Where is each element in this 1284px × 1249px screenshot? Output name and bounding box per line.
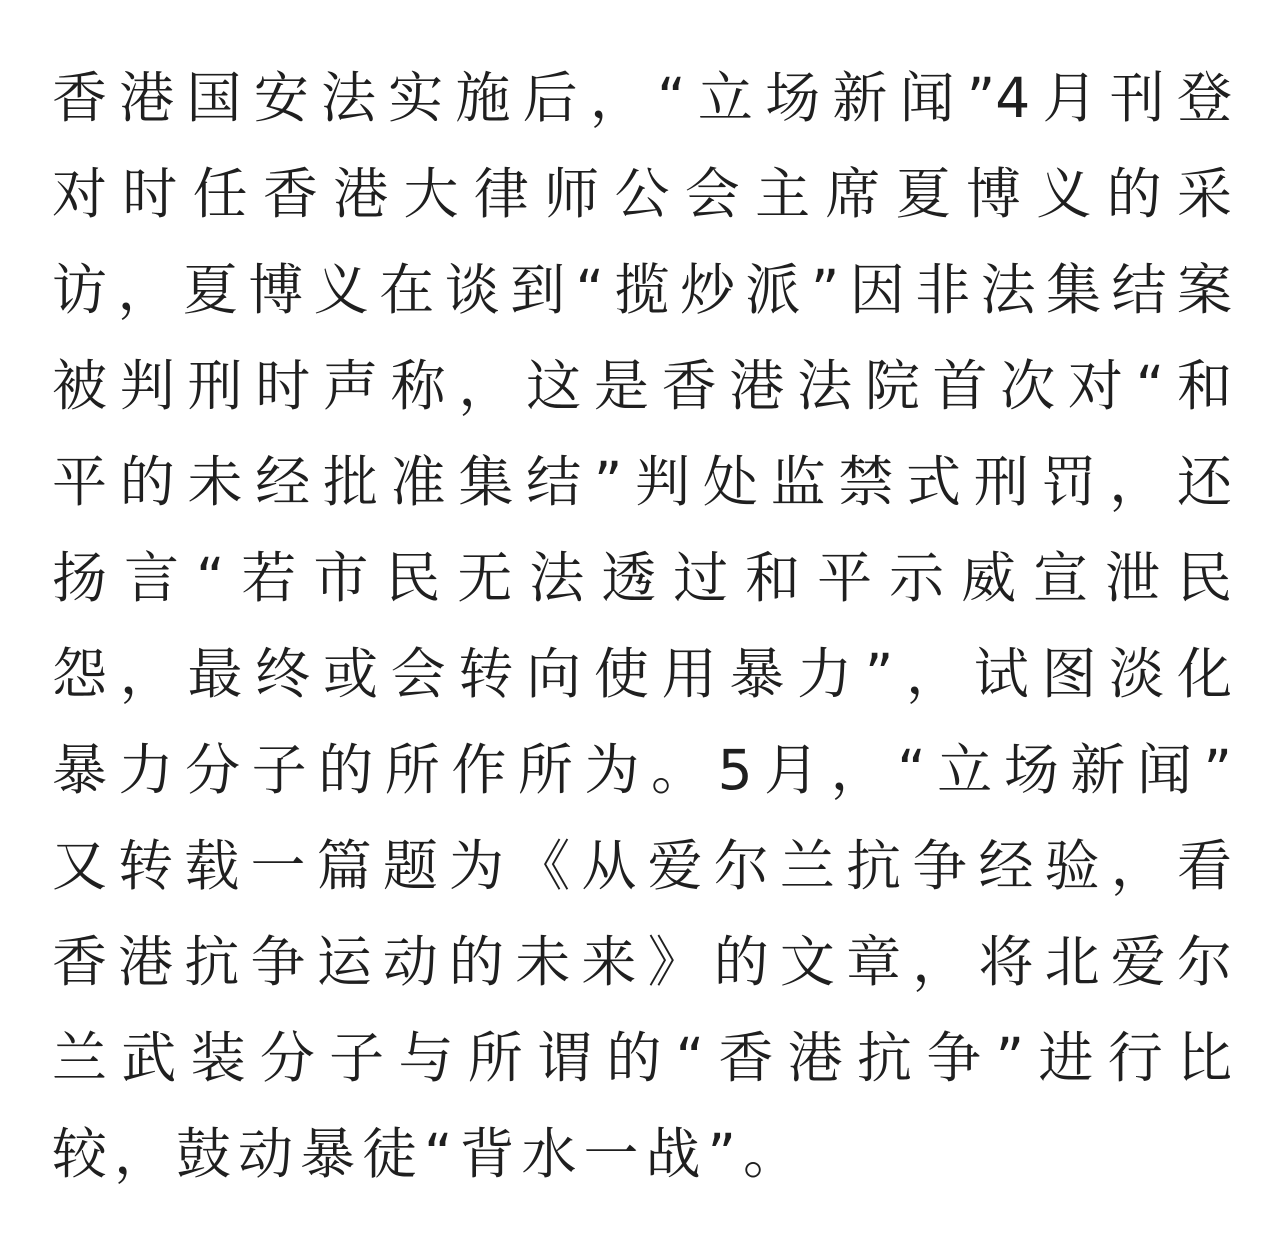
paragraph-line-3: 访，夏博义在谈到“揽炒派”因非法集结案: [52, 258, 1232, 322]
paragraph-line-5: 平的未经批准集结”判处监禁式刑罚，还: [52, 450, 1232, 514]
paragraph-line-10: 香港抗争运动的未来》的文章，将北爱尔: [52, 930, 1232, 994]
paragraph-line-8: 暴力分子的所作所为。5月，“立场新闻”: [52, 738, 1232, 802]
paragraph-line-4: 被判刑时声称，这是香港法院首次对“和: [52, 354, 1232, 418]
paragraph-line-1: 香港国安法实施后，“立场新闻”4月刊登: [52, 66, 1232, 130]
paragraph-line-7: 怨，最终或会转向使用暴力”，试图淡化: [52, 642, 1232, 706]
paragraph-line-2: 对时任香港大律师公会主席夏博义的采: [52, 162, 1232, 226]
paragraph-line-9: 又转载一篇题为《从爱尔兰抗争经验，看: [52, 834, 1232, 898]
paragraph-line-11: 兰武装分子与所谓的“香港抗争”进行比: [52, 1026, 1232, 1090]
paragraph-line-6: 扬言“若市民无法透过和平示威宣泄民: [52, 546, 1232, 610]
paragraph-line-12: 较，鼓动暴徒“背水一战”。: [52, 1122, 805, 1186]
article-paragraph: [52, 66, 1232, 1218]
